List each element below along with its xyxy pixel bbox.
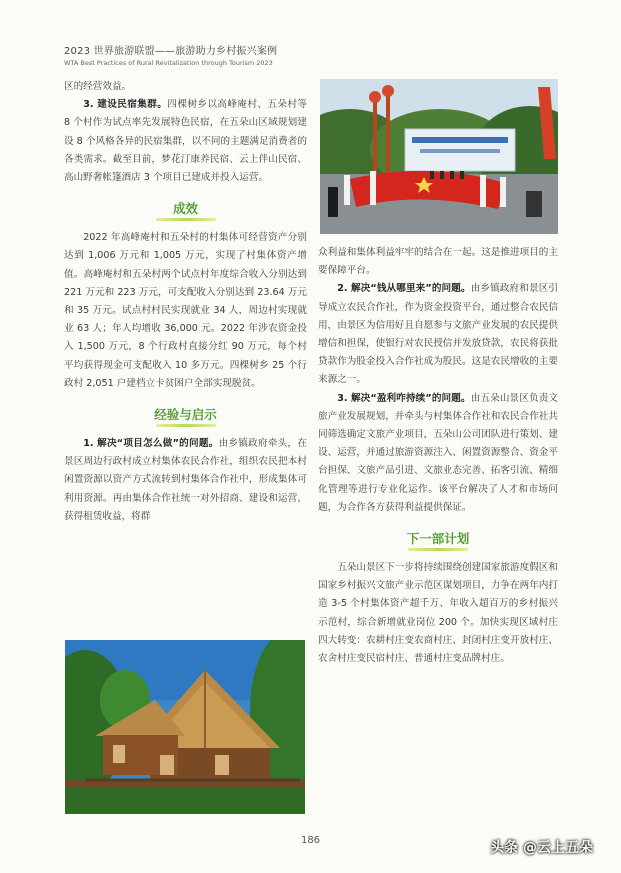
watermark: 头条 @云上五朵 bbox=[490, 840, 593, 856]
next-plan-paragraph: 五朵山景区下一步将持续围绕创建国家旅游度假区和国家乡村振兴文旅产业示范区谋划项目，力争在两年内打造 3-5 个村集体资产超千万、年收入超百万的乡村振兴示范村，综合新增就业岗位 200 个。加快实现区域村庄四大转变：农耕村庄变农商村庄、封闭村庄变开放村庄、农舍村庄变民宿村庄、普通村庄变品牌村庄。 bbox=[318, 562, 558, 665]
page-number: 186 bbox=[300, 835, 321, 846]
lesson1-paragraph bbox=[64, 435, 307, 526]
results-section-title bbox=[64, 201, 307, 217]
lesson3-body: 由五朵山景区负责文旅产业发展规划，并牵头与村集体合作社和农民合作社共同筛选确定文旅产业项目，五朵山公司团队进行策划、建设、运营，并通过旅游资源注入、闲置资源整合、资金平台担保、文旅产品引进、文旅业态完善、拓客引流、精细化管理等进行专业化运作。该平台解决了人才和市场问题，为合作各方获得利益提供保证。 bbox=[318, 392, 558, 513]
title-underline bbox=[156, 424, 216, 427]
title-underline bbox=[156, 218, 216, 221]
lesson2-body: 由乡镇政府和景区引导成立农民合作社，作为资金投资平台，通过整合农民信用，由景区为信用好且自愿参与文旅产业发展的农民提供增信和担保，使银行对农民授信并发放贷款，农民将获批贷款作为股金投入合作社成为股民。这是农民增收的主要来源之一。 bbox=[318, 283, 558, 386]
thatched-hut-photo bbox=[65, 640, 305, 814]
ceremony-photo-illustration bbox=[320, 79, 558, 234]
next-plan-section-title bbox=[318, 531, 558, 547]
left-column bbox=[64, 78, 307, 526]
lesson2-heading: 2. 解决“钱从哪里来”的问题。 bbox=[337, 283, 471, 295]
homestay-paragraph bbox=[64, 96, 307, 187]
lesson1-body: 由乡镇政府牵头，在景区周边行政村成立村集体农民合作社，组织农民把本村闲置资源以资产方式流转到村集体合作社中，形成集体可利用资源。再由集体合作社统一对外招商、建设和运营，获得租赁收益，将群 bbox=[64, 438, 307, 522]
right-column bbox=[318, 244, 558, 668]
title-underline bbox=[408, 548, 468, 551]
lesson3-heading: 3. 解决“盈利咋持续”的问题。 bbox=[337, 392, 471, 404]
homestay-heading: 3. 建设民宿集群。 bbox=[83, 99, 168, 111]
lesson1-heading: 1. 解决“项目怎么做”的问题。 bbox=[83, 438, 219, 450]
lesson2-paragraph bbox=[318, 280, 558, 389]
lessons-title-text: 经验与启示 bbox=[154, 407, 217, 423]
lessons-section-title bbox=[64, 407, 307, 423]
thatched-hut-illustration bbox=[65, 640, 305, 814]
header-title-cn: 2023 世界旅游联盟——旅游助力乡村振兴案例 bbox=[64, 46, 278, 57]
results-title-text: 成效 bbox=[172, 201, 198, 217]
ceremony-photo bbox=[320, 79, 558, 234]
continuation-paragraph: 众利益和集体利益牢牢的结合在一起。这是推进项目的主要保障平台。 bbox=[318, 247, 558, 277]
results-paragraph: 2022 年高峰庵村和五朵村的村集体可经营资产分别达到 1,006 万元和 1,005 万元，实现了村集体资产增值。高峰庵村和五朵村两个试点村年度综合收入分别达到 221 万元和 223 万元，可支配收入分别达到 23.64 万元和 35 万元。试点村村民实现就业 34 人，周边村实现就业 63 人；年人均增收 36,000 元。2022 年涉农资金投入 1,500 万元，8 个行政村直接分红 90 万元，每个村平均获得现金可支配收入 10 多万元。四棵树乡 25 个行政村 2,051 户建档立卡贫困户全部实现脱贫。 bbox=[64, 232, 307, 389]
lesson3-paragraph bbox=[318, 390, 558, 517]
homestay-body: 四棵树乡以高峰庵村、五朵村等 8 个村作为试点率先发展特色民宿，在五朵山区域规划建设 8 个风格各异的民宿集群，以不同的主题满足消费者的各类需求。截至目前，梦花汀康养民宿、云上伴山民宿、高山野奢帐篷酒店 3 个项目已建成并投入运营。 bbox=[64, 99, 307, 184]
intro-paragraph: 区的经营效益。 bbox=[64, 81, 132, 92]
page-header bbox=[64, 42, 277, 67]
next-plan-title-text: 下一部计划 bbox=[406, 531, 470, 547]
header-title-en: WTA Best Practices of Rural Revitalization through Tourism 2023 bbox=[64, 59, 273, 67]
